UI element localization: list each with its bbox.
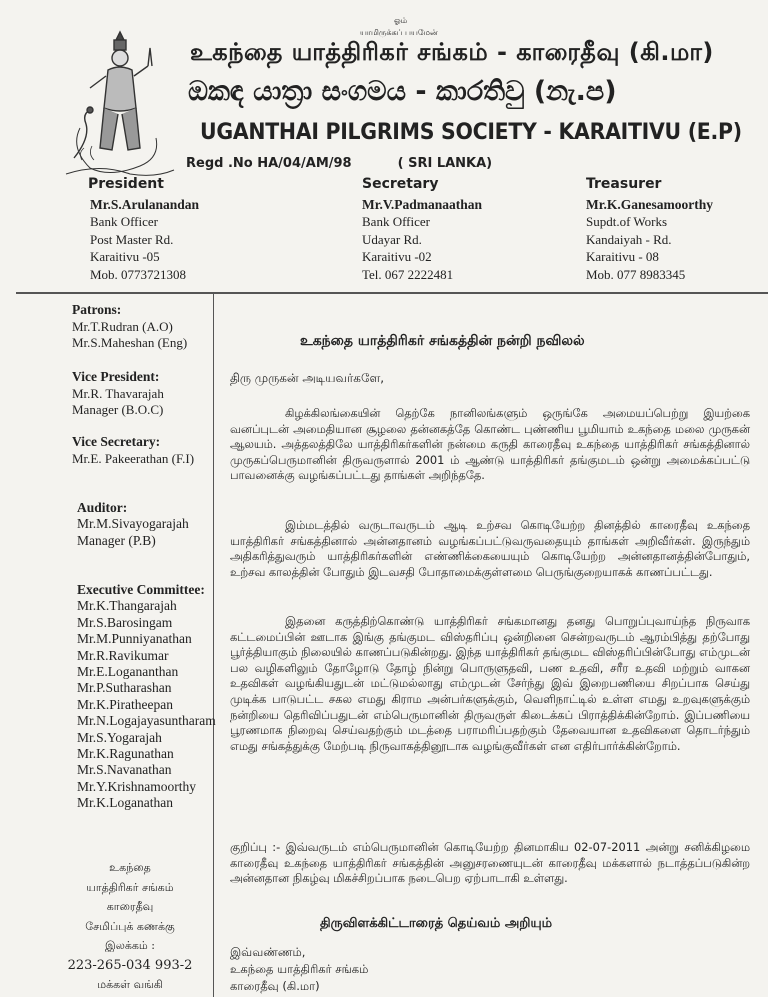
member-name: Manager (B.O.C)	[72, 401, 164, 417]
section-title: Auditor:	[77, 500, 128, 515]
member-name: Mr.Y.Krishnamoorthy	[77, 778, 197, 794]
letter-note: குறிப்பு :- இவ்வருடம் எம்பெருமானின் கொடியேற்ற தினமாகிய 02-07-2011 அன்று சனிக்கிழமை காரைதீவு உகந்தை யாத்திரிகர் சங்கத்தின் அனுசரணையுடன் காரைதீவு மக்களால் நடாத்தப்படுகின்ற அன்னதான நிகழ்வு மிகச்சிறப்பாக நடைபெற ஏற்பாடாகி உள்ளது.	[230, 840, 750, 886]
officer-line: Karaitivu -05	[90, 249, 160, 265]
officer-line: Mob. 0773721308	[90, 266, 187, 282]
title-english: UGANTHAI PILGRIMS SOCIETY - KARAITIVU (E.P)	[200, 120, 742, 145]
letter-closing: திருவிளக்கிட்டாரைத் தெய்வம் அறியும்	[320, 916, 553, 931]
member-name: Mr.M.Sivayogarajah	[77, 516, 189, 532]
member-name: Manager (P.B)	[77, 532, 156, 548]
member-name: Mr.S.Navanathan	[77, 762, 172, 778]
member-name: Mr.K.Ragunathan	[77, 746, 174, 762]
officer-role: Secretary	[362, 176, 439, 192]
title-tamil: உகந்தை யாத்திரிகர் சங்கம் - காரைதீவு (கி.மா)	[190, 38, 714, 66]
signature-line: இவ்வண்ணம்,	[230, 945, 306, 959]
vice-president-section	[72, 369, 164, 417]
member-name: Mr.M.Punniyanathan	[77, 631, 192, 647]
member-name: Mr.P.Sutharashan	[77, 680, 172, 696]
registration-line	[186, 156, 492, 171]
title-sinhala: ඔකඳ යාත්‍රා සංගමය - කාරතිවු (නැ.ප)	[188, 76, 617, 107]
member-name: Mr.S.Yogarajah	[77, 729, 162, 745]
letter-paragraph: இம்மடத்தில் வருடாவருடம் ஆடி உற்சவ கொடியேற்ற தினத்தில் காரைதீவு உகந்தை யாத்திரிகர் சங்கத்தினால் அன்னதானம் வழங்கப்பட்டுவருவதையும் தாங்கள் அறிவீர்கள். இருந்தும் அதிகரித்துவரும் யாத்திரிகர்களின் எண்ணிக்கையையும் கொடியேற்ற அன்னதானத்தின்போதும், உற்சவ காலத்தின் போதும் இடவசதி போதாமைக்குள்ளமை பெருங்குறையாகக் காணப்பட்டது.	[230, 518, 750, 579]
account-line: காரைதீவு	[106, 900, 154, 913]
account-number: 223-265-034 993-2	[67, 957, 193, 973]
officer-president	[88, 176, 199, 284]
officer-line: Mob. 077 8983345	[586, 266, 686, 282]
officer-line: Udayar Rd.	[362, 231, 422, 247]
officer-name: Mr.V.Padmanaathan	[362, 196, 483, 212]
letter-greeting: திரு முருகன் அடியவர்களே,	[230, 371, 385, 385]
header-divider	[16, 292, 768, 294]
officer-line: Karaitivu - 08	[586, 249, 659, 265]
account-line: உகந்தை	[109, 861, 151, 874]
officer-line: Tel. 067 2222481	[362, 266, 454, 282]
registration-number: Regd .No HA/04/AM/98	[186, 156, 352, 171]
officer-line: Bank Officer	[362, 214, 430, 230]
member-name: Mr.S.Barosingam	[77, 614, 173, 630]
member-name: Mr.E. Pakeerathan (F.I)	[72, 451, 195, 467]
officer-line: Kandaiyah - Rd.	[586, 231, 672, 247]
member-name: Mr.N.Logajayasuntharam	[77, 713, 216, 729]
member-name: Mr.R.Ravikumar	[77, 647, 169, 663]
letter-heading: உகந்தை யாத்திரிகர் சங்கத்தின் நன்றி நவிலல்	[300, 333, 585, 349]
account-bank: மக்கள் வங்கி	[97, 978, 163, 991]
bank-account-info	[60, 858, 200, 995]
officer-line: Supdt.of Works	[586, 214, 668, 230]
officer-name: Mr.K.Ganesamoorthy	[586, 196, 713, 212]
executive-committee-section	[77, 582, 216, 812]
member-name: Mr.R. Thavarajah	[72, 386, 164, 402]
account-line: சேமிப்புக் கணக்கு	[85, 919, 175, 933]
letter-signature	[230, 944, 368, 995]
section-title: Vice President:	[72, 369, 160, 384]
signature-line: உகந்தை யாத்திரிகர் சங்கம்	[230, 962, 369, 976]
om-text: ஓம்	[394, 16, 408, 25]
auditor-section	[77, 500, 189, 549]
letter-paragraph: கிழக்கிலங்கையின் தெற்கே நானிலங்களும் ஒருங்கே அமையப்பெற்று இயற்கை வனப்புடன் அமைதியான சூழலை தன்னகத்தே கொண்ட புண்ணிய பூமியாம் உகந்தை மலை முருகன் ஆலயம். அத்தலத்திலே யாத்திரிகர்களின் நன்மை கருதி காரைதீவு உகந்தை யாத்திரிகர் சங்கத்தினால் முருகப்பெருமானின் திருவருளால் 2001 ம் ஆண்டு யாத்திரிகர் தங்குமடம் ஒன்று அமைக்கப்பட்டு பாவனைக்கு வழங்கப்பட்டது தாங்கள் அறிந்ததே.	[230, 406, 750, 483]
officer-line: Post Master Rd.	[90, 231, 174, 247]
officer-treasurer	[586, 176, 713, 284]
account-line: இலக்கம் :	[105, 939, 155, 952]
section-title: Executive Committee:	[77, 582, 205, 597]
member-name: Mr.K.Piratheepan	[77, 696, 173, 712]
officer-name: Mr.S.Arulanandan	[90, 196, 200, 212]
country: ( SRI LANKA)	[397, 156, 493, 171]
officer-line: Karaitivu -02	[362, 249, 432, 265]
member-name: Mr.K.Thangarajah	[77, 598, 177, 614]
patrons-section	[72, 302, 187, 350]
account-line: யாத்திரிகர் சங்கம்	[86, 880, 174, 894]
member-name: Mr.T.Rudran (A.O)	[72, 319, 173, 335]
officer-secretary	[362, 176, 482, 284]
member-name: Mr.S.Maheshan (Eng)	[72, 334, 188, 350]
vice-secretary-section	[72, 434, 194, 467]
letter-paragraph: இதனை கருத்திற்கொண்டு யாத்திரிகர் சங்கமானது தனது பொறுப்புவாய்ந்த நிருவாக கட்டமைப்பின் ஊடாக இங்கு தங்குமட விஸ்தரிப்பு ஒன்றினை சென்றவருடம் ஆரம்பித்து தற்போது பூர்த்தியாகும் நிலையில் காணப்படுகின்றது. இந்த யாத்திரிகர் தங்குமட விஸ்தரிப்பின்போது எம்முடன் பல வழிகளிலும் தோழோடு தோழ் நின்று பொருளுதவி, பண உதவி, சரீர உதவி மற்றும் வாகன உதவிகள் வழங்கியதுடன் மட்டுமல்லாது எம்முடன் சேர்ந்து இவ் இறைபணியை சிறப்பாக செய்து முடிக்க பாடுபட்ட சகல எமது கிராம அன்பர்களுக்கும், வெளிநாட்டில் உள்ள எமது உறவுகளுக்கும் நன்றியை தெரிவிப்பதுடன் எம்பெருமானின் திருவருள் கிடைக்கப் பிராத்திக்கின்றோம். இப்பணியை பூரணமாக நிறைவு செய்வதற்கும் மடத்தை பராமரிப்பதற்கும் தேவையான உதவிகளை தொடர்ந்தும் எமது சங்கத்துக்கு மேற்படி நிருவாகத்தினூடாக வழங்குவீர்கள் என எதிர்பார்க்கின்றோம்.	[230, 614, 750, 753]
member-name: Mr.E.Logananthan	[77, 664, 179, 680]
section-title: Vice Secretary:	[72, 434, 161, 449]
officer-role: Treasurer	[586, 176, 662, 192]
murugan-deity-illustration	[60, 28, 180, 178]
signature-line: காரைதீவு (கி.மா)	[230, 979, 320, 993]
member-name: Mr.K.Loganathan	[77, 795, 173, 811]
section-title: Patrons:	[72, 302, 122, 317]
tagline: யாமிருக்கப் பயமேன்	[360, 28, 438, 37]
officer-role: President	[88, 176, 164, 192]
officer-line: Bank Officer	[90, 214, 158, 230]
